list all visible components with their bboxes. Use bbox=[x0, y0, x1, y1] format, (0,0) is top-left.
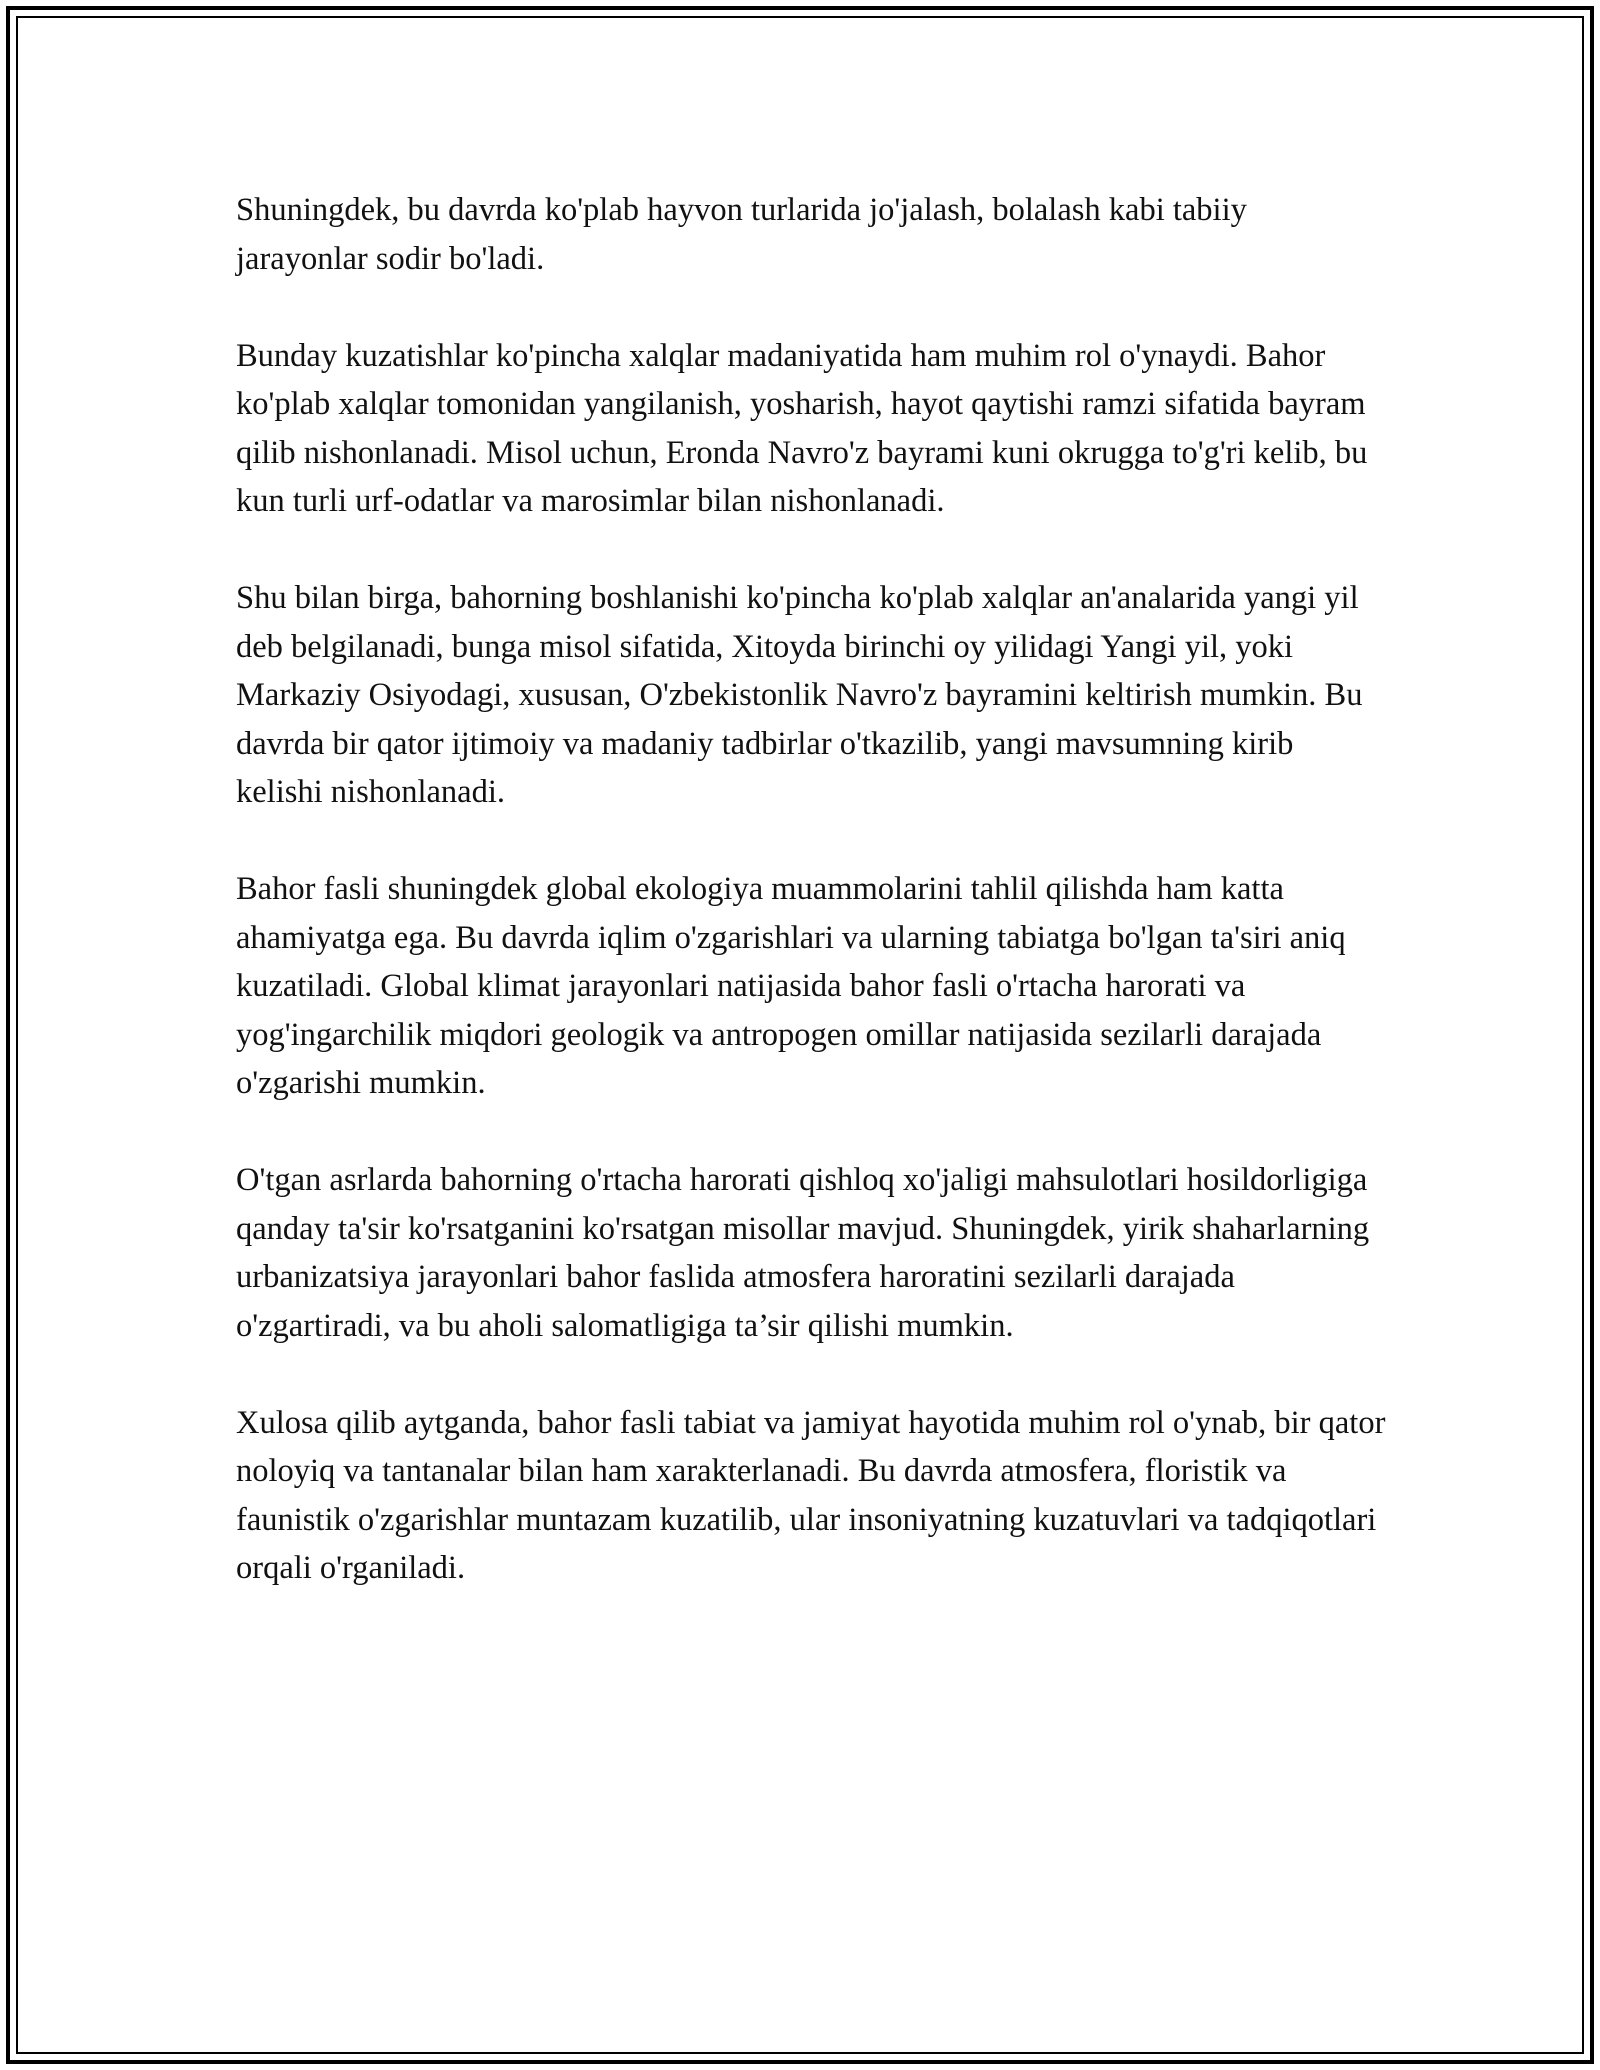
paragraph-6: Xulosa qilib aytganda, bahor fasli tabiat va jamiyat hayotida muhim rol o'ynab, bir qator noloyiq va tantanalar bilan ham xarakterlanadi. Bu davrda atmosfera, floristik va faunistik o'zgarishlar muntazam kuzatilib, ular insoniyatning kuzatuvlari va tadqiqotlari orqali o'rganiladi. bbox=[236, 1404, 1386, 1586]
paragraph-3: Shu bilan birga, bahorning boshlanishi ko'pincha ko'plab xalqlar an'analarida yangi yil deb belgilanadi, bunga misol sifatida, Xitoyda birinchi oy yilidagi Yangi yil, yoki Markaziy Osiyodagi, xususan, O'zbekistonlik Navro'z bayramini keltirish mumkin. Bu davrda bir qator ijtimoiy va madaniy tadbirlar o'tkazilib, yangi mavsumning kirib kelishi nishonlanadi. bbox=[236, 580, 1363, 810]
paragraph-5: O'tgan asrlarda bahorning o'rtacha harorati qishloq xo'jaligi mahsulotlari hosildorligiga qanday ta'sir ko'rsatganini ko'rsatgan misollar mavjud. Shuningdek, yirik shaharlarning urbanizatsiya jarayonlari bahor faslida atmosfera haroratini sezilarli darajada o'zgartiradi, va bu aholi salomatligiga ta’sir qilishi mumkin. bbox=[236, 1162, 1370, 1344]
paragraph-4: Bahor fasli shuningdek global ekologiya muammolarini tahlil qilishda ham katta ahamiyatga ega. Bu davrda iqlim o'zgarishlari va ularning tabiatga bo'lgan ta'siri aniq kuzatiladi. Global klimat jarayonlari natijasida bahor fasli o'rtacha harorati va yog'ingarchilik miqdori geologik va antropogen omillar natijasida sezilarli darajada o'zgarishi mumkin. bbox=[236, 871, 1346, 1101]
paragraph-2: Bunday kuzatishlar ko'pincha xalqlar madaniyatida ham muhim rol o'ynaydi. Bahor ko'plab xalqlar tomonidan yangilanish, yosharish, hayot qaytishi ramzi sifatida bayram qilib nishonlanadi. Misol uchun, Eronda Navro'z bayrami kuni okrugga to'g'ri kelib, bu kun turli urf-odatlar va marosimlar bilan nishonlanadi. bbox=[236, 337, 1368, 519]
paragraph-1: Shuningdek, bu davrda ko'plab hayvon turlarida jo'jalash, bolalash kabi tabiiy jarayonlar sodir bo'ladi. bbox=[236, 192, 1247, 277]
document-body bbox=[236, 186, 1386, 1593]
